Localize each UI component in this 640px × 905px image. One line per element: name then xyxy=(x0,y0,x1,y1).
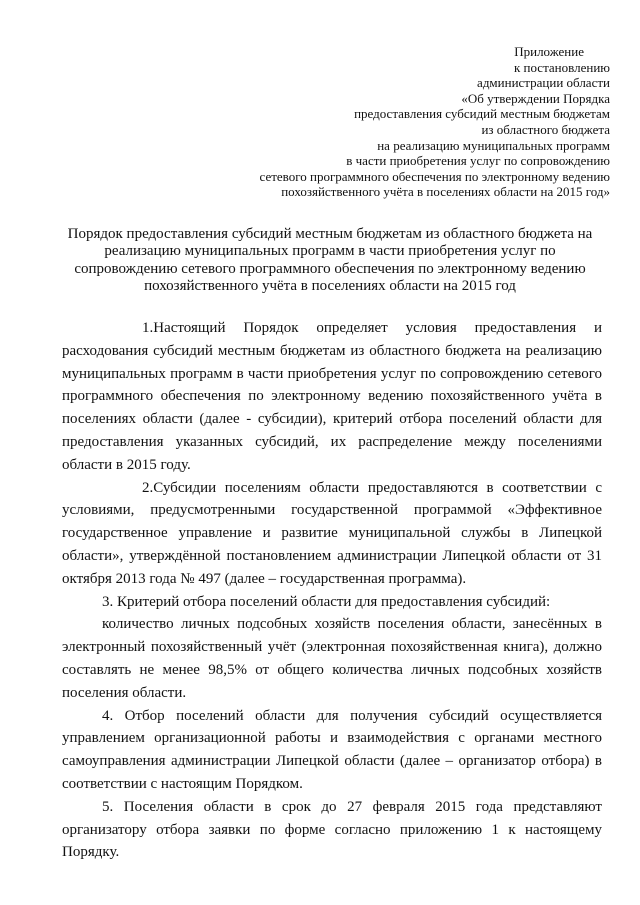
paragraph-text: Субсидии поселениям области предоставляются в соответствии с условиями, предусмотренными государственной программой «Эффективное государственное управление и развитие муниципальной службы в Липецкой области», утверждённой постановлением администрации Липецкой области от 31 октября 2013 года № 497 (далее – государственная программа). xyxy=(62,479,602,587)
appendix-line: на реализацию муниципальных программ xyxy=(377,137,610,153)
paragraph-text: Настоящий Порядок определяет условия предоставления и расходования субсидий местным бюджетам из областного бюджета на реализацию муниципальных программ в части приобретения услуг по сопровождению сетевого программного обеспечения по электронному ведению похозяйственного учёта в поселениях области (далее - субсидии), критерий отбора поселений области для предоставления указанных субсидий, их распределение между поселениями области в 2015 году. xyxy=(62,320,602,473)
paragraph-3-criterion: количество личных подсобных хозяйств поселения области, занесённых в электронный похозяйственный учёт (электронная похозяйственная книга), должно составлять не менее 98,5% от общего количества личных подсобных хозяйств поселения области. xyxy=(62,616,602,701)
paragraph-4: 4. Отбор поселений области для получения субсидий осуществляется управлением организационной работы и взаимодействия с органами местного самоуправления администрации Липецкой области (далее – организатор отбора) в соответствии с настоящим Порядком. xyxy=(62,707,602,792)
paragraph-3: 3. Критерий отбора поселений области для предоставления субсидий: xyxy=(102,593,551,610)
paragraph-number: 1. xyxy=(142,320,154,336)
document-title xyxy=(52,226,608,296)
paragraph-number: 2. xyxy=(142,479,154,496)
appendix-line: из областного бюджета xyxy=(481,121,610,137)
title-line: сопровождению сетевого программного обеспечения по электронному ведению xyxy=(74,260,586,277)
title-line: реализацию муниципальных программ в части приобретения услуг по xyxy=(104,243,556,260)
paragraph-1 xyxy=(62,317,602,477)
appendix-line: «Об утверждении Порядка xyxy=(461,90,610,106)
paragraph-2 xyxy=(62,477,602,591)
title-line: похозяйственного учёта в поселениях области на 2015 год xyxy=(144,278,516,295)
appendix-line: предоставления субсидий местным бюджетам xyxy=(354,106,610,122)
appendix-line: сетевого программного обеспечения по электронному ведению xyxy=(259,168,610,184)
appendix-line: Приложение xyxy=(514,44,584,59)
appendix-line: похозяйственного учёта в поселениях области на 2015 год» xyxy=(281,184,610,200)
title-line: Порядок предоставления субсидий местным бюджетам из областного бюджета на xyxy=(67,226,593,242)
appendix-line: в части приобретения услуг по сопровождению xyxy=(346,153,610,169)
appendix-header xyxy=(190,44,610,200)
paragraph-5: 5. Поселения области в срок до 27 февраля 2015 года представляют организатору отбора заявки по форме согласно приложению 1 к настоящему Порядку. xyxy=(62,798,602,861)
appendix-line: администрации области xyxy=(477,75,610,91)
document-body xyxy=(62,317,602,864)
appendix-line: к постановлению xyxy=(513,59,610,75)
